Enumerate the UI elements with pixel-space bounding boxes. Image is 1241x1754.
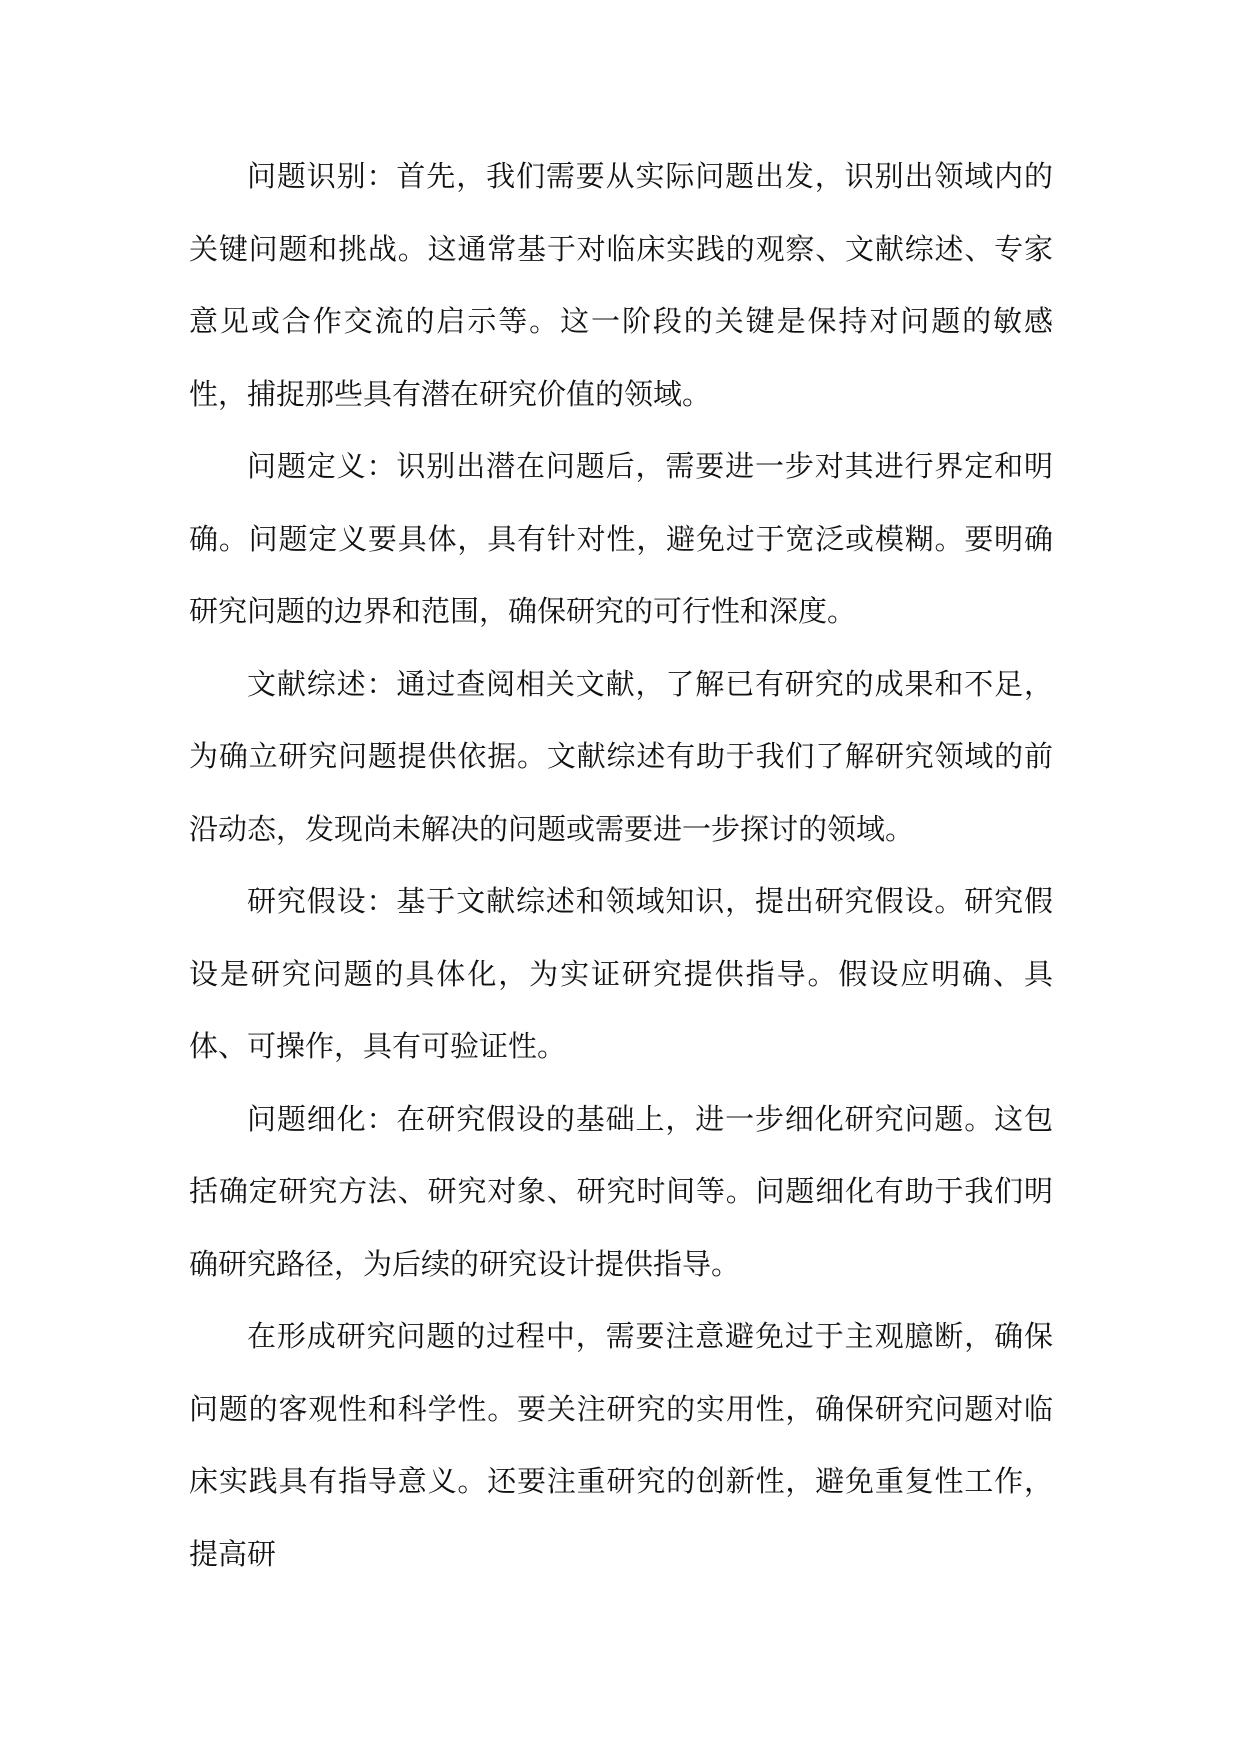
document-page [189,140,1053,1590]
paragraph-research-hypothesis: 研究假设：基于文献综述和领域知识，提出研究假设。研究假设是研究问题的具体化，为实证研究提供指导。假设应明确、具体、可操作，具有可验证性。 [189,884,1053,1063]
paragraph-problem-definition: 问题定义：识别出潜在问题后，需要进一步对其进行界定和明确。问题定义要具体，具有针对性，避免过于宽泛或模糊。要明确研究问题的边界和范围，确保研究的可行性和深度。 [189,449,1053,628]
paragraph-problem-refinement: 问题细化：在研究假设的基础上，进一步细化研究问题。这包括确定研究方法、研究对象、研究时间等。问题细化有助于我们明确研究路径，为后续的研究设计提供指导。 [189,1101,1053,1281]
paragraph-considerations: 在形成研究问题的过程中，需要注意避免过于主观臆断，确保问题的客观性和科学性。要关注研究的实用性，确保研究问题对临床实践具有指导意义。还要注重研究的创新性，避免重复性工作，提高研 [189,1319,1053,1571]
paragraph-literature-review: 文献综述：通过查阅相关文献，了解已有研究的成果和不足，为确立研究问题提供依据。文献综述有助于我们了解研究领域的前沿动态，发现尚未解决的问题或需要进一步探讨的领域。 [189,666,1053,846]
paragraph-problem-identification: 问题识别：首先，我们需要从实际问题出发，识别出领域内的关键问题和挑战。这通常基于对临床实践的观察、文献综述、专家意见或合作交流的启示等。这一阶段的关键是保持对问题的敏感性，捕捉那些具有潜在研究价值的领域。 [189,159,1053,411]
